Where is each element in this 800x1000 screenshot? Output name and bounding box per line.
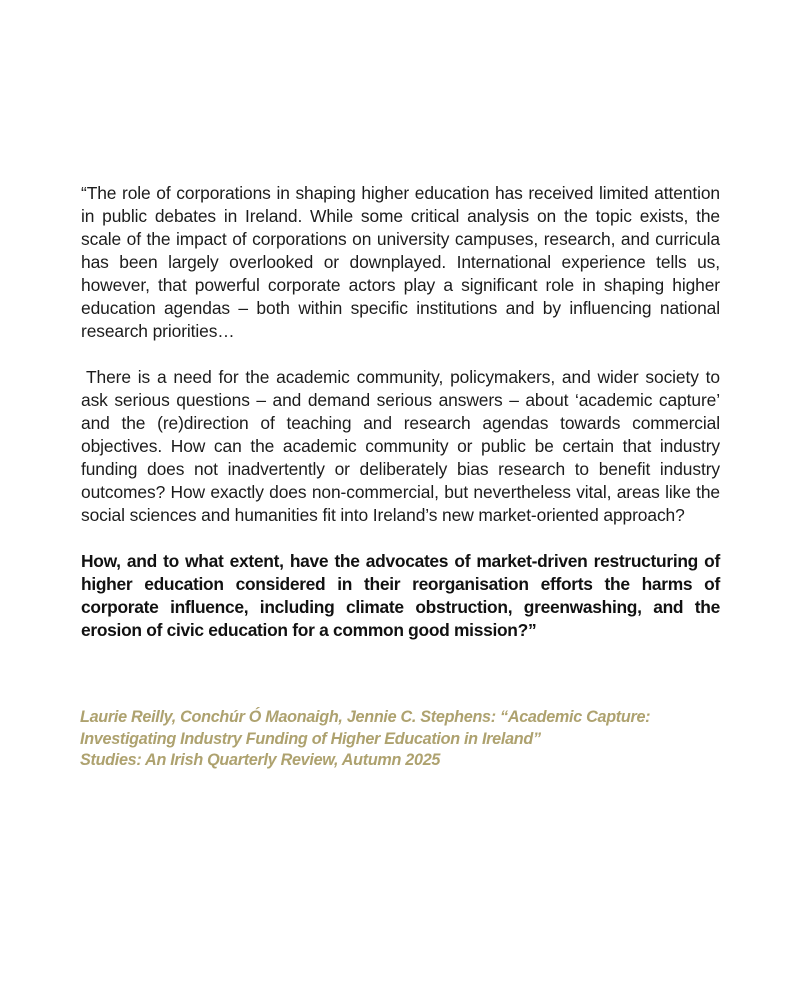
- citation: [80, 707, 740, 772]
- quote-paragraph-2: There is a need for the academic community, policymakers, and wider society to ask serious questions – and demand serious answers – about ‘academic capture’ and the (re)direction of teaching and research agendas towards commercial objectives. How can the academic community or public be certain that industry funding does not inadvertently or deliberately bias research to benefit industry outcomes? How exactly does non-commercial, but nevertheless vital, areas like the social sciences and humanities fit into Ireland’s new market-oriented approach?: [81, 367, 720, 525]
- citation-authors-title: Laurie Reilly, Conchúr Ó Maonaigh, Jennie C. Stephens: “Academic Capture:: [80, 708, 651, 726]
- quote-paragraph-3-bold: How, and to what extent, have the advocates of market-driven restructuring of higher education considered in their reorganisation efforts the harms of corporate influence, including climate obstruction, greenwashing, and the erosion of civic education for a common good mission?”: [81, 551, 720, 640]
- citation-title-continued: Investigating Industry Funding of Higher Education in Ireland”: [80, 729, 541, 748]
- citation-publication: Studies: An Irish Quarterly Review, Autumn 2025: [80, 751, 441, 769]
- quote-paragraph-1: “The role of corporations in shaping higher education has received limited attention in public debates in Ireland. While some critical analysis on the topic exists, the scale of the impact of corporations on university campuses, research, and curricula has been largely overlooked or downplayed. International experience tells us, however, that powerful corporate actors play a significant role in shaping higher education agendas – both within specific institutions and by influencing national research priorities…: [81, 183, 720, 341]
- quote-block: [81, 182, 720, 642]
